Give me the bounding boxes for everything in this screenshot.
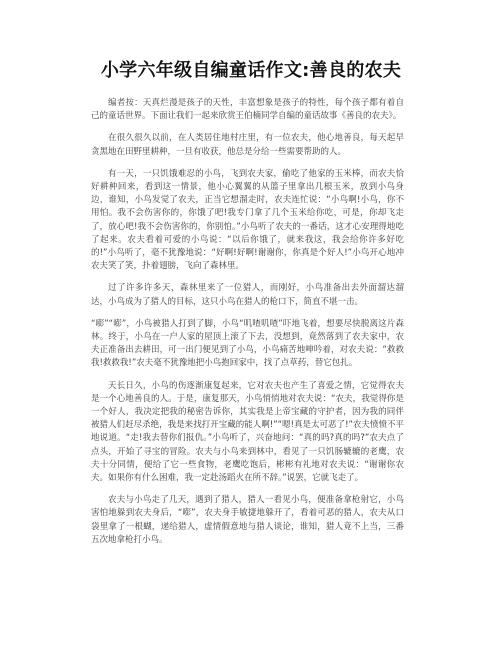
document-body	[91, 97, 404, 556]
paragraph: 有一天，一只饥饿难忍的小鸟，飞到农夫家，偷吃了他家的玉米棒，而农夫恰好耕种回来，看到这一情景，他小心翼翼的从篮子里拿出几根玉米，放到小鸟身边，谁知，小鸟发觉了农夫，正当它想溜走时，农夫连忙说：“小鸟啊!小鸟，你不用怕。我不会伤害你的，你饿了吧!我专门拿了几个玉米给你吃，可是，你却飞走了，放心吧!我不会伤害你的，你别怕。”小鸟听了农夫的一番话，这才心安理得地吃了起来。农夫看着可爱的小鸟说：“以后你饿了，就来我这，我会给你许多好吃的!”小鸟听了，毫不犹豫地说：“好啊!好啊!谢谢你，你真是个好人!”小鸟开心地冲农夫笑了笑，扑着翅膀，飞向了森林里。	[91, 168, 404, 272]
paragraph: 过了许多许多天，森林里来了一位猎人，而刚好，小鸟准备出去外面溜达溜达，小鸟成为了猎人的目标，这只小鸟在猎人的枪口下，简直不堪一击。	[91, 283, 404, 307]
document-title: 小学六年级自编童话作文:善良的农夫	[100, 60, 402, 81]
paragraph: 在很久很久以前，在人类居住地村庄里，有一位农夫，他心地善良，每天起早贪黑地在田野里耕种，一旦有收获，他总是分给一些需要帮助的人。	[91, 133, 404, 157]
paragraph: “嘭”“嘭”，小鸟被猎人打到了脚，小鸟“叽喳叽喳”吓地飞着，想要尽快脱离这片森林。终于，小鸟在一户人家的屋顶上滚了下去，没想到，竟然落到了农夫家中，农夫正准备出去耕田，可一出门便见到了小鸟，小鸟痛苦地呻吟着，对农夫说：“救救我!救救我!”农夫毫不犹豫地把小鸟抱回家中，找了点草药，替它包扎。	[91, 318, 404, 369]
paragraph-editor-note: 编者按：天真烂漫是孩子的天性，丰富想象是孩子的特性，每个孩子都有着自己的童话世界。下面让我们一起来欣赏王伯楠同学自编的童话故事《善良的农夫》。	[91, 98, 404, 122]
paragraph: 农夫与小鸟走了几天，遇到了猎人，猎人一看见小鸟，便准备拿枪射它，小鸟害怕地躲到农夫身后，“嘭”，农夫身手敏捷地躲开了，看着可恶的猎人，农夫从口袋里拿了一根蝴，递给猎人，虚情假意地与猎人谈论，谁知，猎人竟不上当，三番五次地拿枪打小鸟。	[91, 495, 404, 545]
paragraph: 天长日久，小鸟的伤逐渐康复起来，它对农夫也产生了喜爱之情，它觉得农夫是一个心地善良的人。于是，康复那天，小鸟悄悄地对农夫说：“农夫，我觉得你是一个好人，我决定把我的秘密告诉你，其实我是上帝宝藏的守护者，因为我的同伴被猎人们赶尽杀绝，我是来找打开宝藏的能人啊!”“嗯!真是太可恶了!”农夫愤愤不平地说道。“走!我去替你们报仇。”小鸟听了，兴奋地问：“真的吗?真的吗?”农夫点了点头，开始了寻宝的冒险。农夫与小鸟来到林中，看见了一只饥肠辘辘的老鹰，农夫十分同情，便给了它一些食物，老鹰吃饱后，彬彬有礼地对农夫说：“谢谢你农夫。如果你有什么困难，我一定赴汤蹈火在所不辞。”说罢，它就飞走了。	[91, 380, 404, 484]
